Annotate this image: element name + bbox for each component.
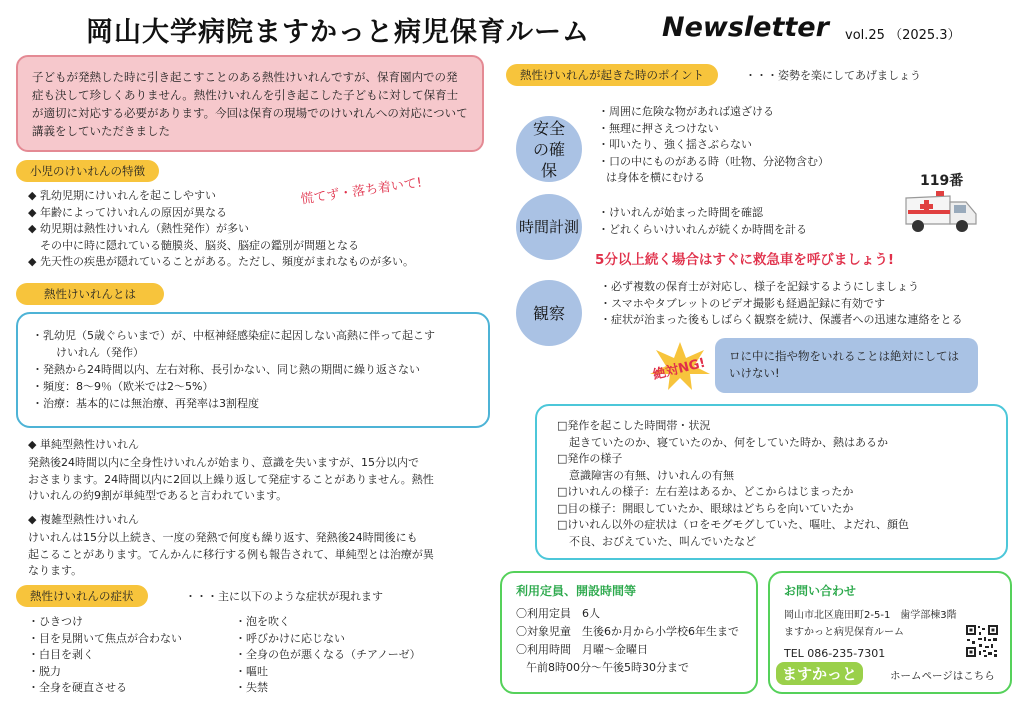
list-item: □けいれん以外の症状は（ロをモグモグしていた、嘔吐、よだれ、顔色 [557,518,910,531]
features-list [28,188,414,271]
list-item: は身体を横にむける [606,171,705,184]
ambulance-label: 119番 [920,173,964,189]
list-item: 〇利用定員 6人 [516,607,600,620]
definition-box [16,312,490,428]
list-item: ・全身の色が悪くなる（チアノーゼ） [235,648,421,661]
list-item: ・どれくらいけいれんが続くか時間を計る [598,222,807,236]
list-item: ・無理に押さえつけない [598,121,719,135]
safety-list [598,104,829,187]
list-item: ・口の中にものがある時（吐物、分泌物含む） [598,154,829,168]
symptoms-note: ・・・主に以下のような症状が現れます [185,590,383,603]
list-item: ◆ 年齢によってけいれんの原因が異なる [28,205,227,219]
contact-tel: TEL 086-235-7301 [784,647,886,660]
list-item: 午前8時00分～午後5時30分まで [526,661,689,674]
ng-box [715,338,978,393]
definition-heading: 熱性けいれんとは [16,283,164,305]
symptoms-heading: 熱性けいれんの症状 [16,585,148,607]
usage-box [500,571,758,694]
time-circle [516,194,582,260]
list-item: □けいれんの様子：左右差はあるか、どこからはじまったか [557,485,854,498]
list-item: 〇利用時間 月曜～金曜日 [516,643,648,656]
features-heading: 小児のけいれんの特徴 [16,160,159,182]
points-heading: 熱性けいれんが起きた時のポイント [506,64,718,86]
contact-name: ますかっと病児保育ルーム [784,627,904,638]
points-note: ・・・姿勢を楽にしてあげましょう [745,69,921,82]
complex-type-text: けいれんは15分以上続き、一度の発熱で何度も繰り返す、発熱後24時間後にも 起こることがあります。てんかんに移行する例も報告されて、単純型とは治療が異 なります。 [28,531,434,577]
symptoms-list-left [28,614,182,697]
logo-icon: ますかっと [776,662,863,685]
ambulance-warning: 5分以上続く場合はすぐに救急車を呼びましょう! [595,252,895,268]
contact-address: 岡山市北区鹿田町2-5-1 歯学部棟3階 [784,610,957,621]
list-item: ・乳幼児（5歳ぐらいまで）が、中枢神経感染症に起因しない高熱に伴って起こす [32,329,435,342]
volume-label: vol.25 （2025.3） [845,28,961,43]
complex-type-heading: ◆ 複雑型熱性けいれん [28,513,139,526]
list-item: 意識障害の有無、けいれんの有無 [569,468,734,482]
qr-code-icon[interactable] [965,624,999,658]
homepage-label: ホームページはこちら [890,670,995,682]
list-item: ・症状が治まった後もしばらく観察を続け、保護者への迅速な連絡をとる [600,313,963,326]
list-item: ・白目を剥く [28,648,94,661]
list-item: その中に時に隠れている髄膜炎、脳炎、脳症の鑑別が問題となる [40,238,359,252]
list-item: ・全身を硬直させる [28,681,127,694]
list-item: ・治療：基本的には無治療、再発率は3割程度 [32,397,259,410]
list-item: ・嘔吐 [235,664,268,678]
list-item: ・ひきつけ [28,615,83,628]
checklist-box [535,404,1008,560]
list-item: ・失禁 [235,681,268,694]
observe-circle [516,280,582,346]
list-item: ・泡を吹く [235,615,290,628]
list-item: ・必ず複数の保育士が対応し、様子を記録するようにしましょう [600,280,919,293]
list-item: □目の様子：開眼していたか、眼球はどちらを向いていたか [557,501,854,515]
list-item: ◆ 幼児期は熱性けいれん（熱性発作）が多い [28,222,249,235]
list-item: □発作の様子 [557,452,623,465]
time-list [598,205,807,238]
ambulance-icon [900,188,982,236]
list-item: ・発熱から24時間以内、左右対称、長引かない、同じ熱の期間に繰り返さない [32,363,420,376]
ng-label: 絶対NG! [651,355,707,384]
list-item: ・けいれんが始まった時間を確認 [598,206,763,219]
contact-heading: お問い合わせ [784,584,857,598]
list-item: 起きていたのか、寝ていたのか、何をしていた時か、熱はあるか [569,435,888,449]
list-item: ・叩いたり、強く揺さぶらない [598,138,752,151]
list-item: ・スマホやタブレットのビデオ撮影も経過記録に有効です [600,296,886,310]
list-item: ・頻度：8～9％（欧米では2～5%） [32,380,214,393]
intro-text: 子どもが発熱した時に引き起こすことのある熱性けいれんですが、保育園内での発症も決して珍しくありません。熱性けいれんを引き起こした子どもに対して保育士が適切に対応する必要があります。今回は保育の現場でのけいれんへの対応について講義をしていただきました [32,70,468,138]
calm-note: 慌てず・落ち着いて! [299,175,423,208]
intro-box [16,55,484,152]
list-item: けいれん（発作） [56,346,144,359]
usage-heading: 利用定員、開設時間等 [516,584,637,598]
simple-type-heading: ◆ 単純型熱性けいれん [28,438,139,451]
time-label: 時間計測 [518,217,579,236]
list-item: ・脱力 [28,664,61,678]
ng-text: ロに中に指や物をいれることは絶対にしてはいけない! [729,349,959,380]
safety-label: 安全の確保 [532,118,565,180]
observe-label: 観察 [532,303,565,323]
list-item: 不良、おびえていた、叫んでいたなど [569,534,756,548]
list-item: ・周囲に危険な物があれば遠ざける [598,105,774,118]
safety-circle [516,116,582,182]
list-item: ◆ 乳幼児期にけいれんを起こしやすい [28,189,216,202]
symptoms-list-right [235,614,421,697]
newsletter-label: Newsletter [662,12,829,43]
observe-list [600,279,963,329]
list-item: ・目を見開いて焦点が合わない [28,631,182,645]
list-item: □発作を起こした時間帯・状況 [557,419,711,432]
list-item: ◆ 先天性の疾患が隠れていることがある。ただし、頻度がまれなものが多い。 [28,255,414,268]
page-title: 岡山大学病院ますかっと病児保育ルーム [86,17,590,48]
list-item: ・呼びかけに応じない [235,631,345,645]
list-item: 〇対象児童 生後6か月から小学校6年生まで [516,625,739,638]
simple-type-text: 発熱後24時間以内に全身性けいれんが始まり、意識を失いますが、15分以内で おさまります。24時間以内に2回以上繰り返して発症することがありません。熱性 けいれんの約9割が単純型であると言われています。 [28,456,434,502]
